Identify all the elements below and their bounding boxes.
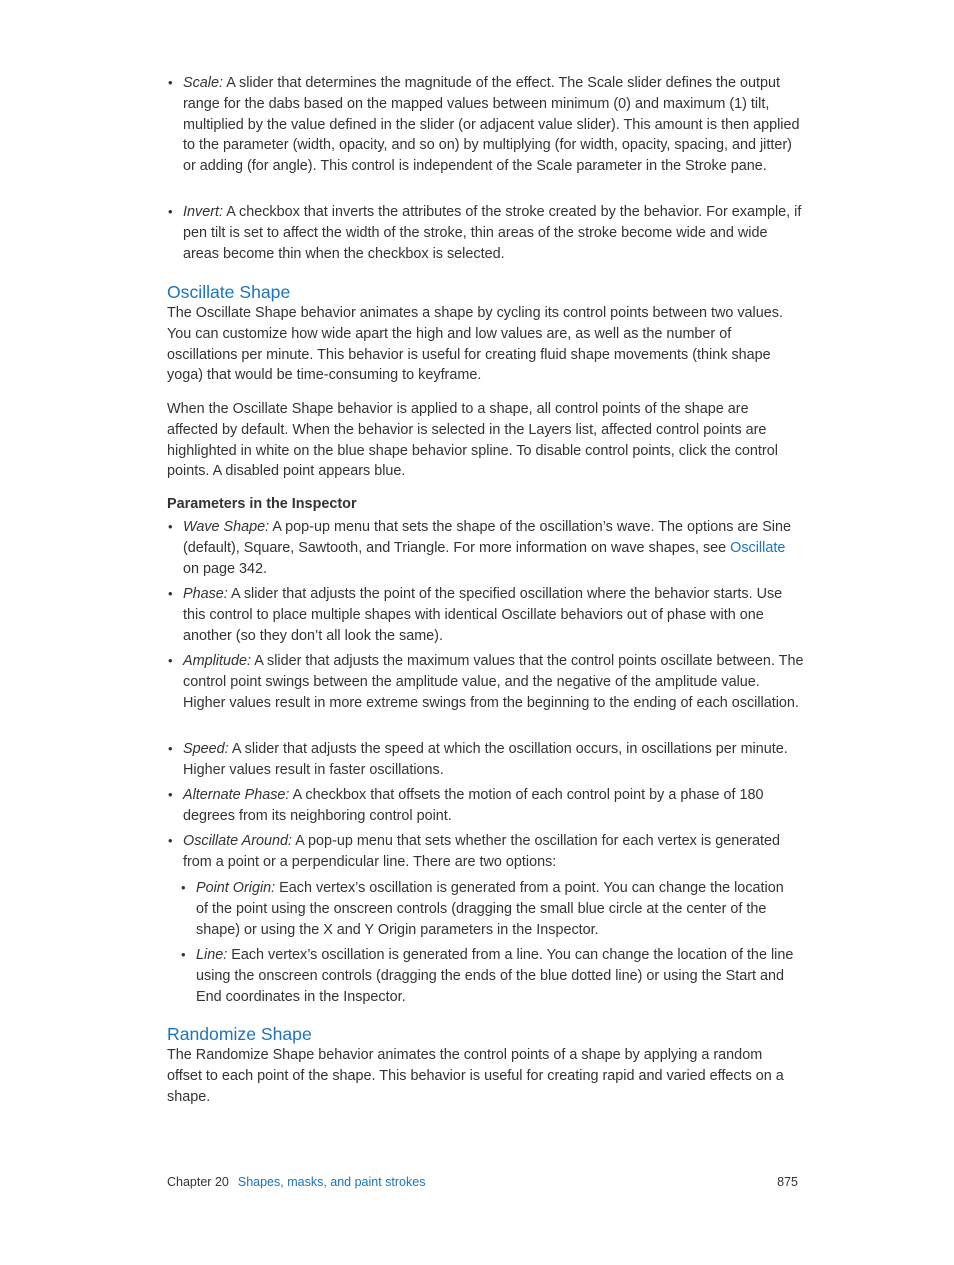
list-item-speed: [168, 739, 805, 781]
footer-chapter: Chapter 20: [167, 1175, 229, 1189]
item-term: Line:: [196, 947, 228, 963]
bullet: •: [168, 204, 173, 219]
item-text: A slider that adjusts the speed at which the oscillation occurs, in oscillations per minute. Higher values result in faster oscillations.: [183, 741, 788, 778]
bullet: •: [168, 519, 173, 534]
item-text: A slider that adjusts the maximum values that the control points oscillate between. The control point swings between the amplitude value, and the negative of the amplitude value. Higher values result in more extreme swings from the beginning to the ending of each oscillation.: [183, 653, 804, 711]
item-text: Each vertex’s oscillation is generated from a line. You can change the location of the line using the onscreen controls (dragging the ends of the blue dotted line) or using the Start and End coordinates in the Inspector.: [196, 947, 794, 1005]
bullet: •: [181, 880, 186, 895]
item-text: Each vertex’s oscillation is generated from a point. You can change the location of the point using the onscreen controls (dragging the small blue circle at the center of the shape) or using the X and Y Origin parameters in the Inspector.: [196, 880, 784, 938]
item-text-after: on page 342.: [183, 560, 268, 577]
list-item-scale: [168, 73, 805, 177]
bullet: •: [168, 653, 173, 668]
bullet: •: [168, 75, 173, 90]
item-text: A slider that determines the magnitude of the effect. The Scale slider defines the output range for the dabs based on the mapped values between minimum (0) and maximum (1) tilt, multiplied by the value defined in the slider (or adjacent value slider). This amount is then applied to the parameter (width, opacity, and so on) by multiplying (for width, opacity, spacing, and jitter) or adding (for angle). This control is independent of the Scale parameter in the Stroke pane.: [183, 75, 800, 175]
item-term: Phase:: [183, 586, 228, 602]
randomize-intro-paragraph: The Randomize Shape behavior animates the control points of a shape by applying a random offset to each point of the shape. This behavior is useful for creating rapid and varied effects on a shape.: [167, 1047, 784, 1105]
list-item-wave-shape: [168, 517, 805, 579]
footer-chapter-title[interactable]: Shapes, masks, and paint strokes: [237, 1175, 426, 1189]
item-term: Wave Shape:: [183, 519, 270, 535]
list-item-amplitude: [168, 651, 805, 713]
bullet: •: [168, 833, 173, 848]
item-text: A checkbox that inverts the attributes of the stroke created by the behavior. For example, if pen tilt is set to affect the width of the stroke, thin areas of the stroke become wide and wide areas become thin when the checkbox is selected.: [183, 204, 802, 262]
list-item-invert: [168, 202, 805, 264]
list-item-phase: [168, 584, 805, 646]
sub-item-line: [181, 945, 796, 1007]
item-text: A checkbox that offsets the motion of each control point by a phase of 180 degrees from its neighboring control point.: [183, 787, 764, 824]
item-text: A pop-up menu that sets whether the oscillation for each vertex is generated from a point or a perpendicular line. There are two options:: [183, 833, 781, 870]
oscillate-default-paragraph: When the Oscillate Shape behavior is applied to a shape, all control points of the shape are affected by default. When the behavior is selected in the Layers list, affected control points are highlighted in white on the blue shape behavior spline. To disable control points, click the control points. A disabled point appears blue.: [167, 401, 778, 480]
page-number: 875: [777, 1175, 798, 1189]
item-text: A slider that adjusts the point of the specified oscillation where the behavior starts. Use this control to place multiple shapes with identical Oscillate behaviors out of phase with one another (so they don’t all look the same).: [183, 586, 783, 644]
item-term: Speed:: [183, 741, 229, 757]
oscillate-link[interactable]: Oscillate: [730, 539, 786, 556]
parameters-heading: Parameters in the Inspector: [167, 496, 357, 512]
list-item-alternate-phase: [168, 785, 805, 827]
section-heading-oscillate-shape: Oscillate Shape: [167, 282, 291, 302]
list-item-oscillate-around: [168, 831, 805, 873]
bullet: •: [181, 947, 186, 962]
item-text: A pop-up menu that sets the shape of the oscillation’s wave. The options are Sine (default), Square, Sawtooth, and Triangle. For more information on wave shapes, see: [183, 519, 792, 556]
item-term: Point Origin:: [196, 880, 276, 896]
bullet: •: [168, 741, 173, 756]
section-heading-randomize-shape: Randomize Shape: [167, 1024, 312, 1044]
oscillate-intro-paragraph: The Oscillate Shape behavior animates a shape by cycling its control points between two values. You can customize how wide apart the high and low values are, as well as the number of oscillations per minute. This behavior is useful for creating fluid shape movements (think shape yoga) that would be time-consuming to keyframe.: [167, 305, 783, 384]
page-footer: [167, 1172, 798, 1192]
bullet: •: [168, 586, 173, 601]
item-term: Oscillate Around:: [183, 833, 293, 849]
bullet: •: [168, 787, 173, 802]
sub-item-point-origin: [181, 878, 796, 940]
item-term: Invert:: [183, 204, 223, 220]
item-term: Alternate Phase:: [183, 787, 290, 803]
item-term: Amplitude:: [183, 653, 251, 669]
item-term: Scale:: [183, 75, 223, 91]
